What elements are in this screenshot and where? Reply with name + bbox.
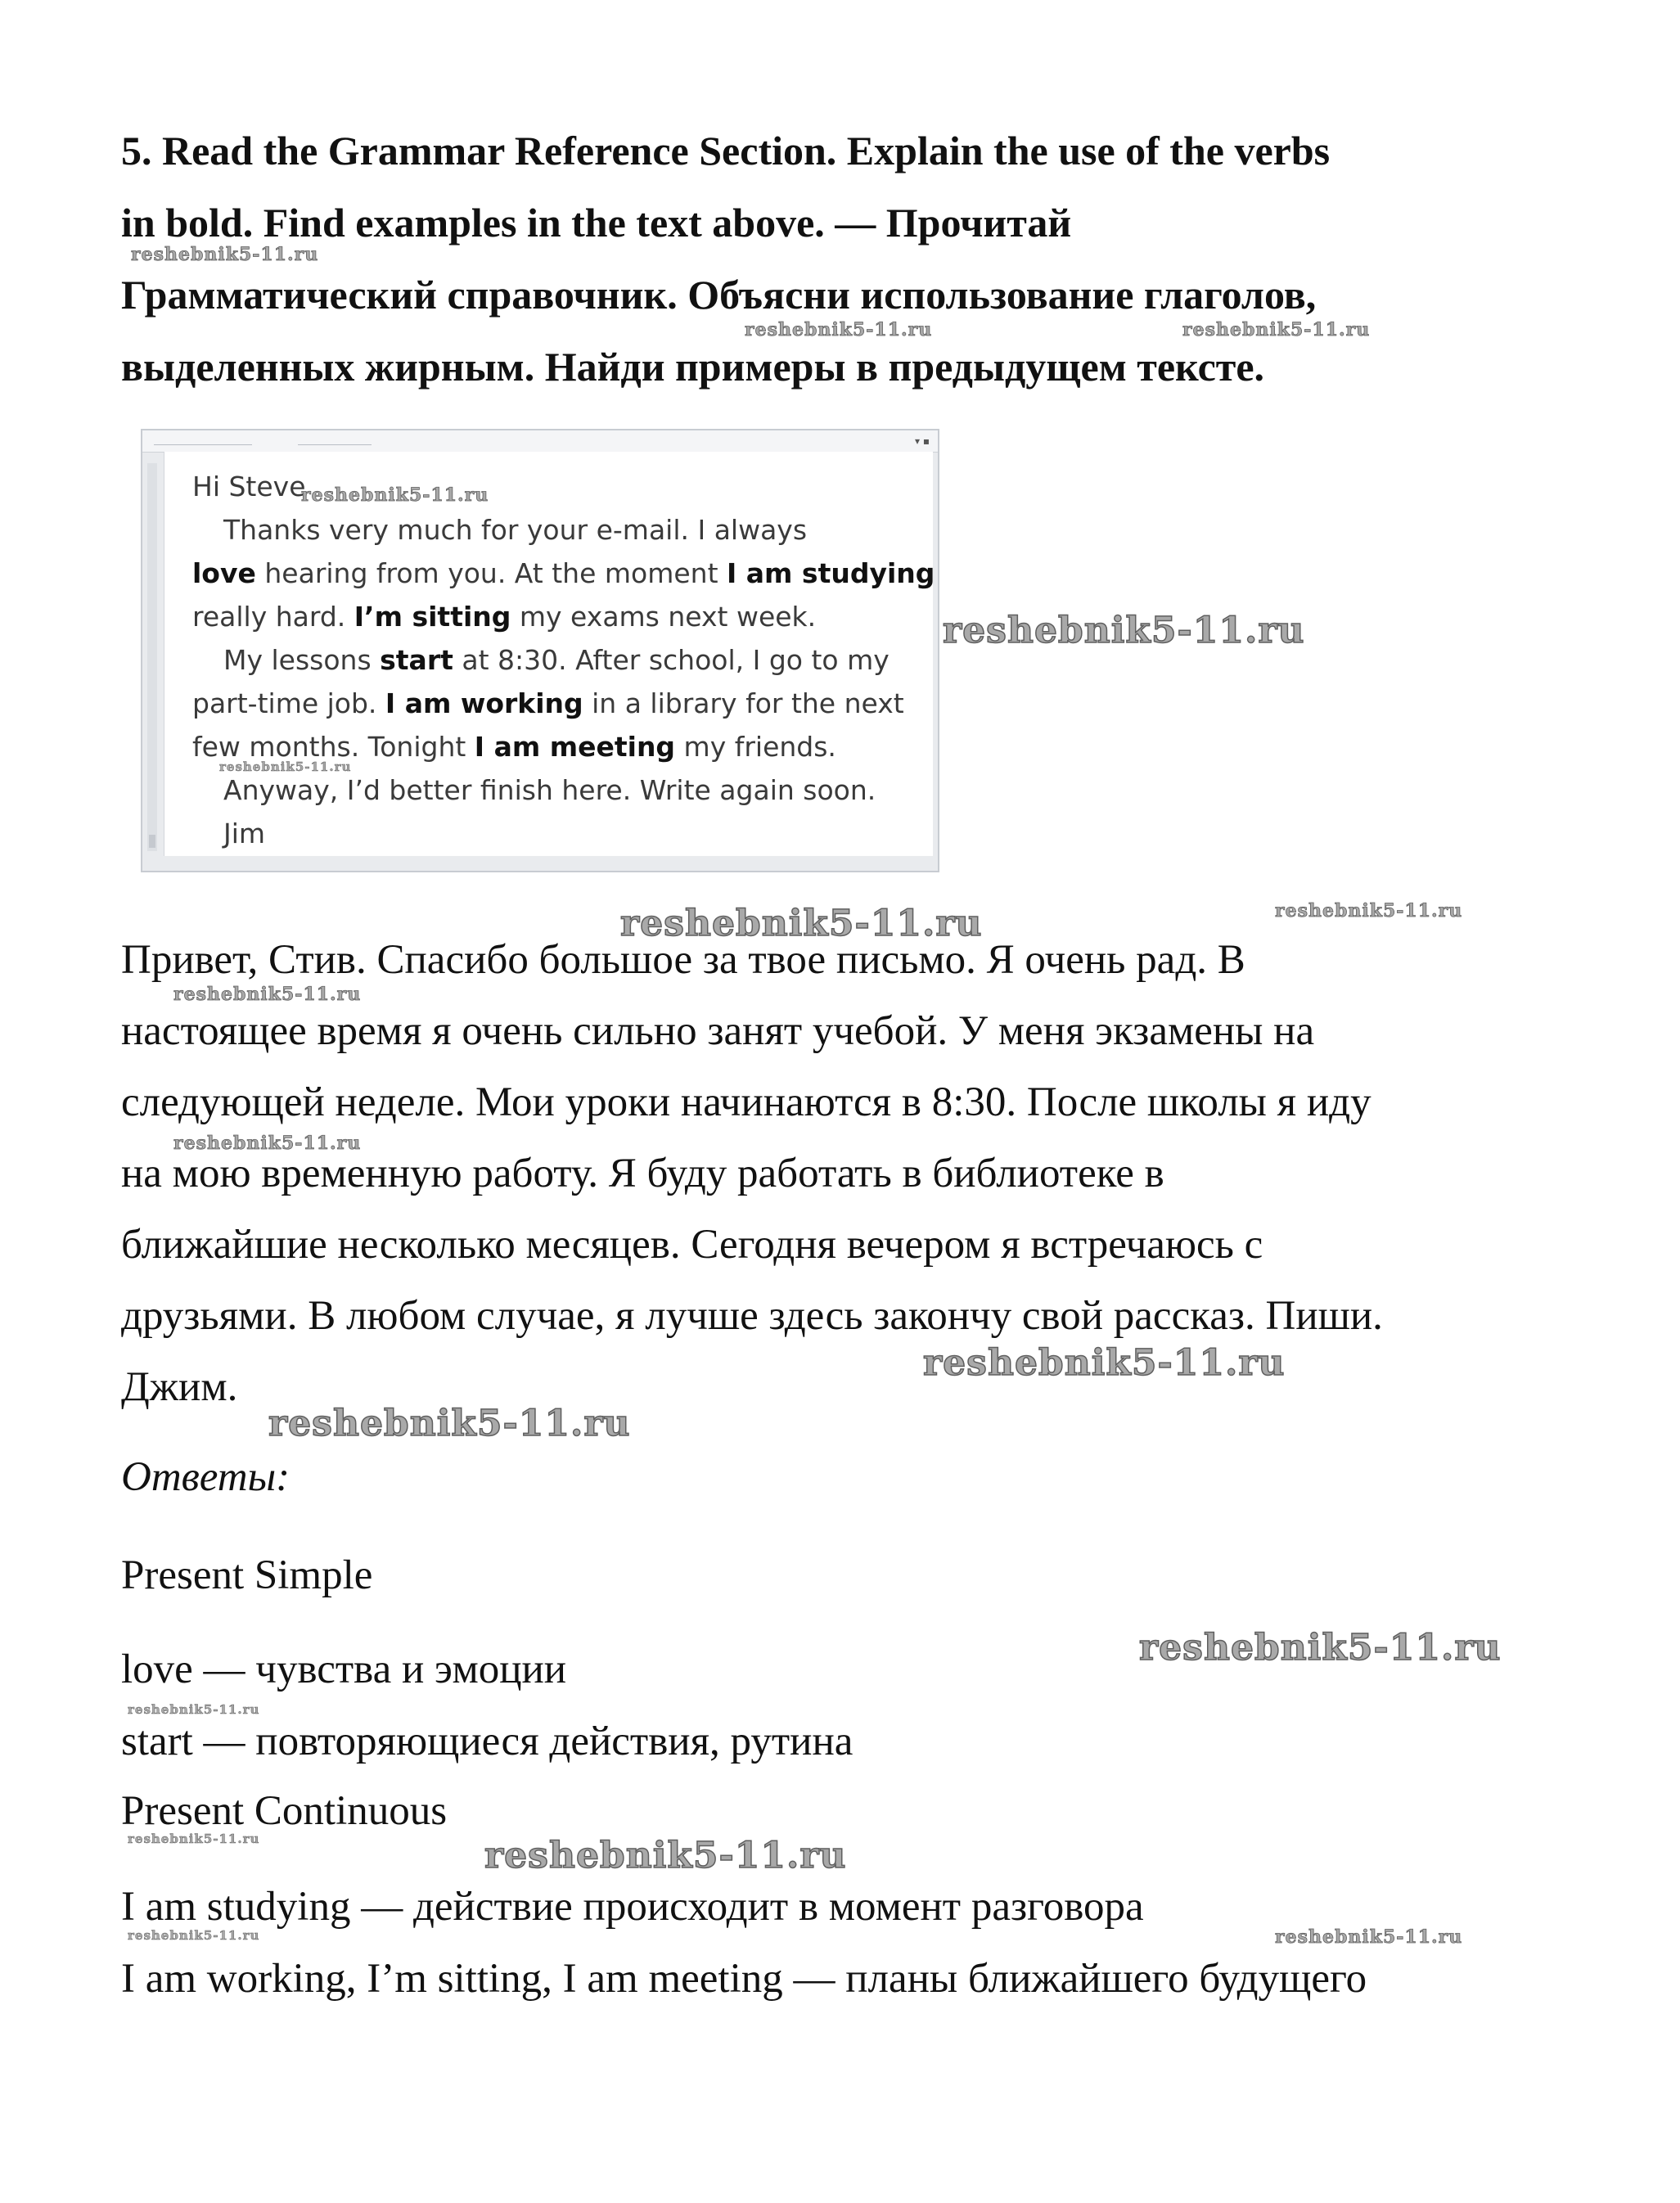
titlebar-field bbox=[298, 436, 372, 445]
email-titlebar bbox=[142, 430, 938, 453]
email-signature: Jim bbox=[223, 818, 266, 849]
email-line: love hearing from you. At the moment I am studying bbox=[192, 557, 935, 589]
email-line: few months. Tonight I am meeting my friends. bbox=[192, 731, 836, 763]
email-line: Anyway, I’d better finish here. Write again soon. bbox=[223, 774, 876, 806]
email-body bbox=[164, 452, 933, 856]
email-line: Thanks very much for your e-mail. I always bbox=[223, 514, 808, 546]
bold-verb: love bbox=[192, 557, 256, 589]
bold-verb: start bbox=[380, 644, 453, 676]
watermark: reshebnik5-11.ru bbox=[1275, 900, 1463, 921]
answer-present-simple: Present Simple bbox=[121, 1552, 373, 1598]
watermark: reshebnik5-11.ru bbox=[173, 984, 362, 1005]
watermark: reshebnik5-11.ru bbox=[128, 1928, 260, 1943]
watermark: reshebnik5-11.ru bbox=[128, 1702, 260, 1717]
watermark: reshebnik5-11.ru bbox=[173, 1133, 362, 1154]
answer-studying: I am studying — действие происходит в момент разговора bbox=[121, 1884, 1144, 1930]
answer-love: love — чувства и эмоции bbox=[121, 1647, 567, 1692]
watermark: reshebnik5-11.ru bbox=[923, 1342, 1286, 1384]
titlebar-field bbox=[154, 436, 252, 445]
translation-line: на мою временную работу. Я буду работать в библиотеке в bbox=[121, 1151, 1164, 1196]
window-controls-icon: ▾ ▪ bbox=[915, 435, 930, 447]
bold-verb: I am working bbox=[385, 687, 583, 719]
bold-verb: I’m sitting bbox=[354, 601, 511, 633]
heading-line: 5. Read the Grammar Reference Section. Explain the use of the verbs bbox=[121, 128, 1331, 173]
watermark: reshebnik5-11.ru bbox=[1139, 1627, 1502, 1669]
answer-future-plans: I am working, I’m sitting, I am meeting — планы ближайшего будущего bbox=[121, 1956, 1367, 2002]
watermark: reshebnik5-11.ru bbox=[128, 1831, 260, 1846]
email-greeting: Hi Steve bbox=[192, 471, 306, 502]
translation-line: следующей неделе. Мои уроки начинаются в 8:30. После школы я иду bbox=[121, 1079, 1371, 1125]
bold-verb: I am meeting bbox=[474, 731, 676, 763]
watermark: reshebnik5-11.ru bbox=[745, 319, 933, 340]
translation-line: друзьями. В любом случае, я лучше здесь закончу свой рассказ. Пиши. bbox=[121, 1293, 1383, 1339]
exercise-heading bbox=[121, 115, 1561, 403]
answers-label: Ответы: bbox=[121, 1454, 291, 1500]
watermark: reshebnik5-11.ru bbox=[131, 244, 319, 265]
watermark: reshebnik5-11.ru bbox=[484, 1835, 847, 1876]
answer-present-continuous: Present Continuous bbox=[121, 1788, 448, 1834]
heading-line: in bold. Find examples in the text above. — Прочитай bbox=[121, 200, 1072, 246]
email-line: part-time job. I am working in a library for the next bbox=[192, 687, 904, 719]
translation-line: настоящее время я очень сильно занят учебой. У меня экзамены на bbox=[121, 1008, 1315, 1054]
heading-line: Грамматический справочник. Объясни использование глаголов, bbox=[121, 272, 1317, 318]
watermark: reshebnik5-11.ru bbox=[620, 903, 983, 944]
answer-start: start — повторяющиеся действия, рутина bbox=[121, 1719, 854, 1764]
translation-line: Привет, Стив. Спасибо большое за твое письмо. Я очень рад. В bbox=[121, 937, 1245, 983]
email-screenshot bbox=[141, 429, 939, 872]
watermark: reshebnik5-11.ru bbox=[301, 484, 489, 506]
bold-verb: I am studying bbox=[727, 557, 935, 589]
translation-line: Джим. bbox=[121, 1364, 238, 1410]
email-line: really hard. I’m sitting my exams next week. bbox=[192, 601, 817, 633]
heading-line: выделенных жирным. Найди примеры в предыдущем тексте. bbox=[121, 344, 1265, 390]
email-line: My lessons start at 8:30. After school, I go to my bbox=[223, 644, 890, 676]
watermark: reshebnik5-11.ru bbox=[1275, 1926, 1463, 1948]
watermark: reshebnik5-11.ru bbox=[943, 610, 1305, 651]
watermark: reshebnik5-11.ru bbox=[219, 759, 352, 774]
email-scrollbar bbox=[147, 463, 157, 851]
translation-line: ближайшие несколько месяцев. Сегодня вечером я встречаюсь с bbox=[121, 1222, 1263, 1268]
watermark: reshebnik5-11.ru bbox=[1182, 319, 1371, 340]
watermark: reshebnik5-11.ru bbox=[268, 1403, 631, 1444]
